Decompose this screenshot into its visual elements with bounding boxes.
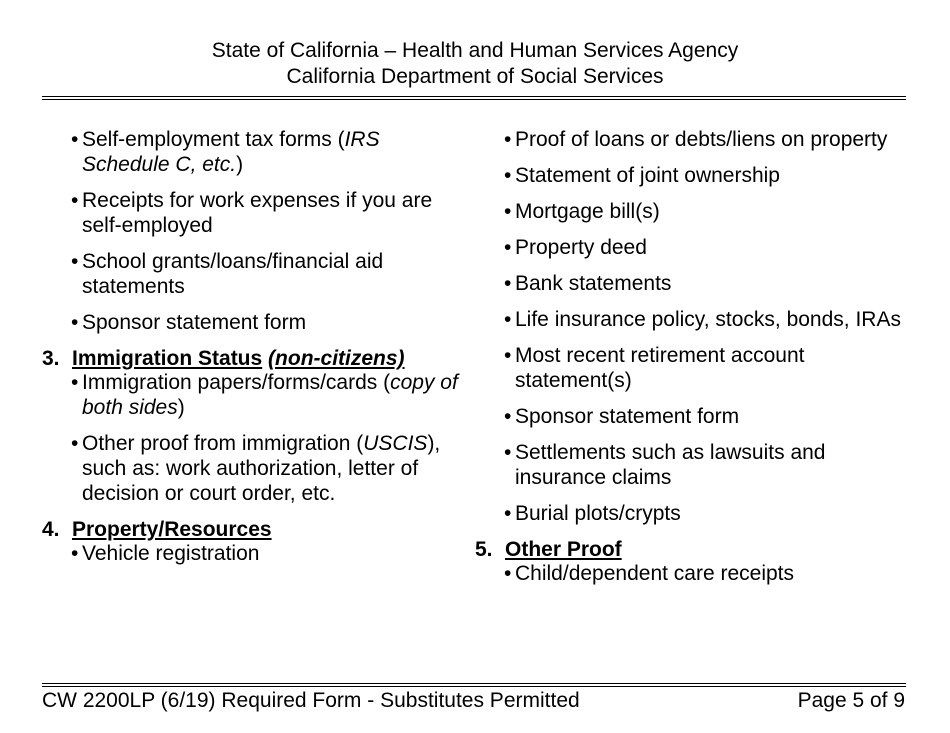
bullet-icon: •: [504, 164, 512, 187]
list-item: • Sponsor statement form: [504, 405, 740, 428]
bullet-icon: •: [504, 502, 512, 525]
section-title: Property/Resources: [72, 518, 272, 541]
bullet-icon: •: [504, 441, 512, 464]
bullet-icon: •: [504, 405, 512, 428]
bullet-icon: •: [71, 542, 79, 565]
section-other-proof: 5. Other Proof: [475, 538, 622, 561]
list-item: • Settlements such as lawsuits and insurance claims: [504, 441, 826, 489]
bullet-icon: •: [71, 250, 79, 273]
list-item: • Mortgage bill(s): [504, 200, 660, 223]
bullet-icon: •: [71, 371, 79, 394]
bullet-icon: •: [504, 272, 512, 295]
left-column: [42, 127, 462, 577]
bullet-icon: •: [504, 236, 512, 259]
header-agency: State of California – Health and Human Services Agency: [211, 39, 739, 62]
bullet-icon: •: [71, 189, 79, 212]
list-item: • Most recent retirement account statement(s): [504, 344, 805, 392]
bullet-icon: •: [504, 308, 512, 331]
list-item: • Statement of joint ownership: [504, 164, 780, 187]
list-item: • Other proof from immigration (USCIS), such as: work authorization, letter of decision or court order, etc.: [71, 432, 441, 505]
list-item: • School grants/loans/financial aid statements: [71, 250, 384, 298]
bullet-icon: •: [504, 200, 512, 223]
page-header: [0, 38, 950, 90]
list-item: • Receipts for work expenses if you are self-employed: [71, 189, 433, 237]
list-item: • Life insurance policy, stocks, bonds, IRAs: [504, 308, 901, 331]
list-item: • Immigration papers/forms/cards (copy of both sides): [71, 371, 458, 419]
section-immigration-status: 3. Immigration Status (non-citizens): [42, 347, 405, 370]
list-item: • Vehicle registration: [71, 542, 260, 565]
bullet-icon: •: [71, 432, 79, 455]
list-item: • Bank statements: [504, 272, 672, 295]
bullet-icon: •: [504, 562, 512, 585]
list-item: • Self-employment tax forms (IRS Schedule C, etc.): [71, 128, 380, 176]
footer-rule-2: [42, 686, 906, 687]
header-rule-2: [42, 99, 906, 100]
list-item: • Proof of loans or debts/liens on property: [504, 128, 888, 151]
footer-page-number: Page 5 of 9: [797, 689, 905, 712]
section-title: Immigration Status: [72, 347, 263, 370]
bullet-icon: •: [71, 128, 79, 151]
list-item: • Burial plots/crypts: [504, 502, 681, 525]
right-column: [475, 127, 915, 597]
list-item: • Sponsor statement form: [71, 311, 307, 334]
section-title: Other Proof: [505, 538, 622, 561]
footer-rule-1: [42, 683, 906, 684]
list-item: • Property deed: [504, 236, 647, 259]
section-property-resources: 4. Property/Resources: [42, 518, 272, 541]
bullet-icon: •: [504, 344, 512, 367]
bullet-icon: •: [504, 128, 512, 151]
header-rule-1: [42, 96, 906, 97]
header-department: California Department of Social Services: [286, 65, 664, 88]
bullet-icon: •: [71, 311, 79, 334]
footer-form-id: CW 2200LP (6/19) Required Form - Substitutes Permitted: [42, 689, 580, 712]
list-item: • Child/dependent care receipts: [504, 562, 795, 585]
